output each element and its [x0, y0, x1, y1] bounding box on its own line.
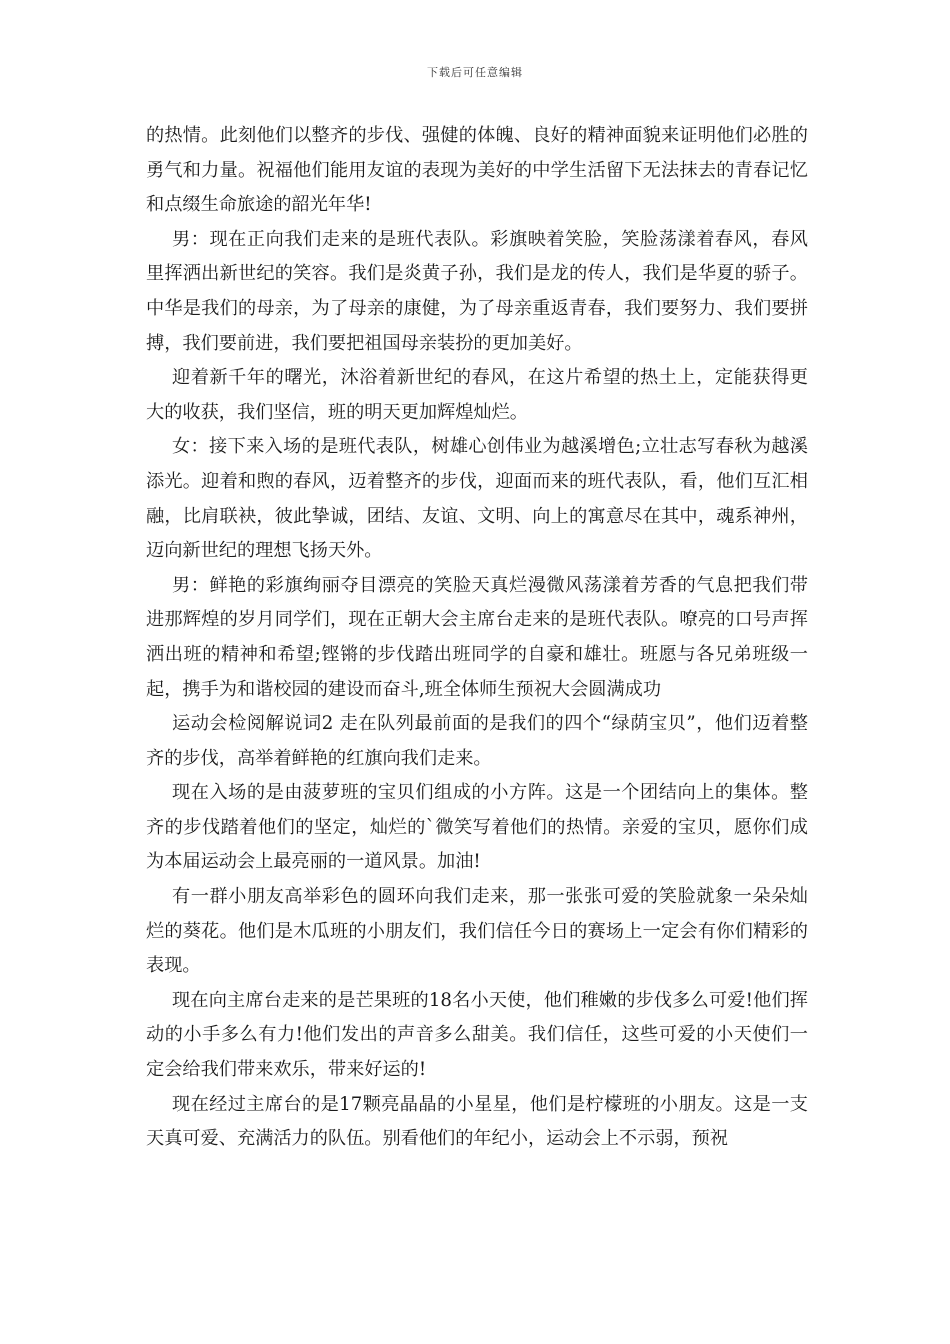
paragraph: 运动会检阅解说词2 走在队列最前面的是我们的四个“绿荫宝贝”，他们迈着整齐的步伐，高举着鲜艳的红旗向我们走来。 — [146, 713, 808, 769]
page-header: 下载后可任意编辑 — [427, 66, 523, 79]
paragraph: 现在入场的是由菠萝班的宝贝们组成的小方阵。这是一个团结向上的集体。整齐的步伐踏着他们的坚定，灿烂的`微笑写着他们的热情。亲爱的宝贝，愿你们成为本届运动会上最亮丽的一道风景。加油! — [146, 782, 808, 873]
paragraph: 现在向主席台走来的是芒果班的18名小天使，他们稚嫩的步伐多么可爱!他们挥动的小手多么有力!他们发出的声音多么甜美。我们信任，这些可爱的小天使们一定会给我们带来欢乐，带来好运的! — [146, 989, 808, 1081]
paragraph: 有一群小朋友高举彩色的圆环向我们走来，那一张张可爱的笑脸就象一朵朵灿烂的葵花。他们是木瓜班的小朋友们，我们信任今日的赛场上一定会有你们精彩的表现。 — [146, 886, 808, 977]
paragraph: 男：现在正向我们走来的是班代表队。彩旗映着笑脸，笑脸荡漾着春风，春风里挥洒出新世纪的笑容。我们是炎黄子孙，我们是龙的传人，我们是华夏的骄子。中华是我们的母亲，为了母亲的康健，为了母亲重返青春，我们要努力、我们要拼搏，我们要前进，我们要把祖国母亲装扮的更加美好。 — [146, 228, 808, 354]
paragraph: 迎着新千年的曙光，沐浴着新世纪的春风，在这片希望的热土上，定能获得更大的收获，我们坚信，班的明天更加辉煌灿烂。 — [146, 367, 808, 423]
paragraph: 现在经过主席台的是17颗亮晶晶的小星星，他们是柠檬班的小朋友。这是一支天真可爱、充满活力的队伍。别看他们的年纪小，运动会上不示弱，预祝 — [146, 1093, 808, 1150]
document-body — [146, 119, 808, 1157]
paragraph: 的热情。此刻他们以整齐的步伐、强健的体魄、良好的精神面貌来证明他们必胜的勇气和力量。祝福他们能用友谊的表现为美好的中学生活留下无法抹去的青春记忆和点缀生命旅途的韶光年华! — [146, 125, 808, 216]
paragraph: 男：鲜艳的彩旗绚丽夺目漂亮的笑脸天真烂漫微风荡漾着芳香的气息把我们带进那辉煌的岁月同学们，现在正朝大会主席台走来的是班代表队。嘹亮的口号声挥洒出班的精神和希望;铿锵的步伐踏出班同学的自豪和雄壮。班愿与各兄弟班级一起，携手为和谐校园的建设而奋斗,班全体师生预祝大会圆满成功 — [146, 574, 808, 700]
paragraph: 女：接下来入场的是班代表队，树雄心创伟业为越溪增色;立壮志写春秋为越溪添光。迎着和煦的春风，迈着整齐的步伐，迎面而来的班代表队，看，他们互汇相融，比肩联袂，彼此挚诚，团结、友谊、文明、向上的寓意尽在其中，魂系神州，迈向新世纪的理想飞扬天外。 — [146, 436, 808, 562]
